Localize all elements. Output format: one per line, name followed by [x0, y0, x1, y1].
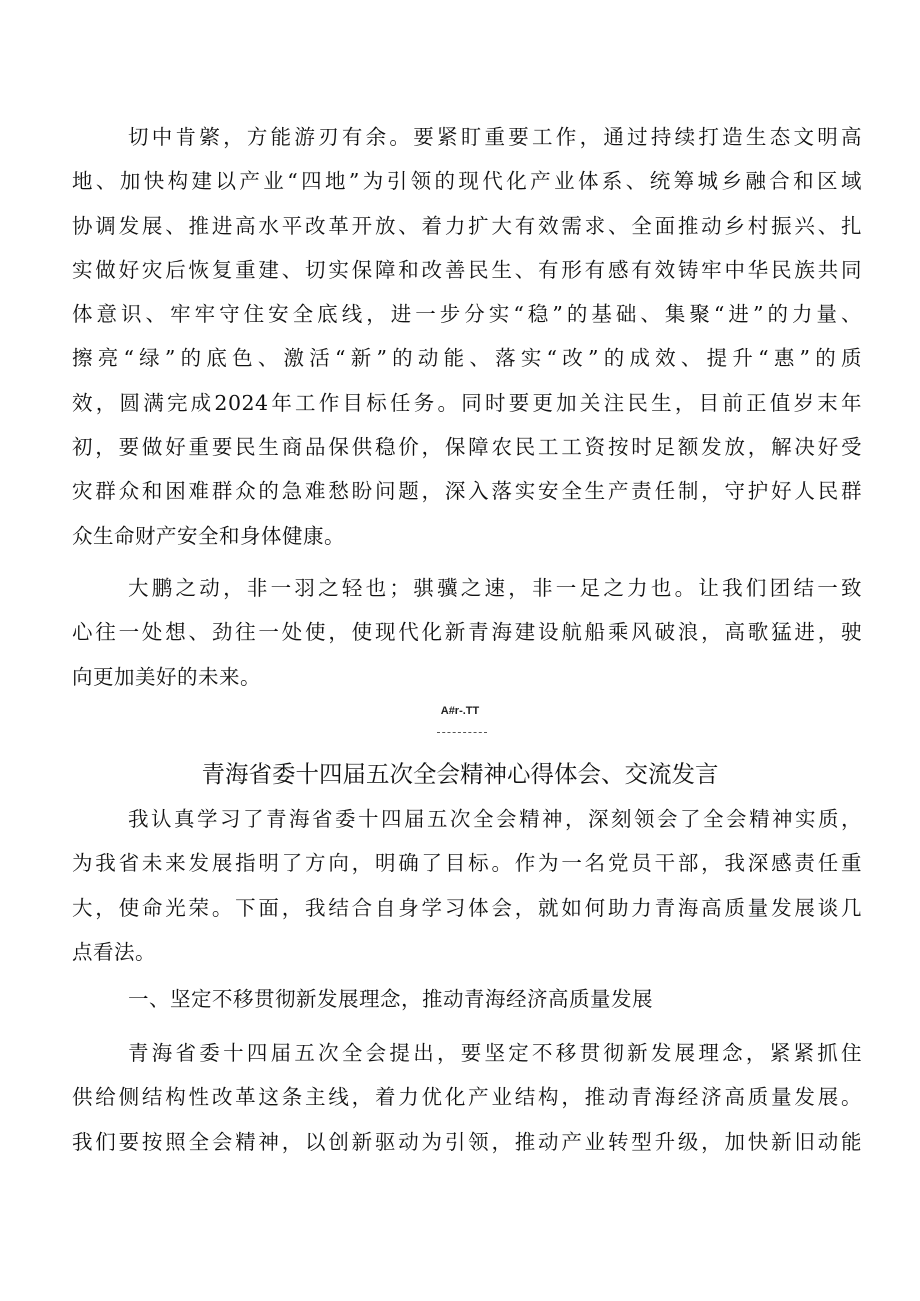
text-line: 心往一处想、劲往一处使，使现代化新青海建设航船乘风破浪，高歌猛进，驶 — [72, 620, 862, 645]
article-title: 青海省委十四届五次全会精神心得体会、交流发言 — [201, 760, 719, 788]
text-line: 为我省未来发展指明了方向，明确了目标。作为一名党员干部，我深感责任重 — [72, 851, 862, 876]
text-line: 向更加美好的未来。 — [72, 664, 261, 689]
text-line: 众生命财产安全和身体健康。 — [72, 523, 345, 548]
paragraph-1 — [72, 115, 862, 558]
text-line: 体意识、牢牢守住安全底线，进一步分实“稳”的基础、集聚“进”的力量、 — [72, 302, 862, 327]
body-paragraph-1 — [72, 1031, 862, 1164]
text-line: 大，使命光荣。下面，我结合自身学习体会，就如何助力青海高质量发展谈几 — [72, 895, 862, 920]
text-line: 点看法。 — [72, 939, 156, 964]
text-line: 地、加快构建以产业“四地”为引领的现代化产业体系、统筹城乡融合和区域 — [72, 169, 862, 194]
text-line: 实做好灾后恢复重建、切实保障和改善民生、有形有感有效铸牢中华民族共同 — [72, 257, 862, 282]
text-line: 初，要做好重要民生商品保供稳价，保障农民工工资按时足额发放，解决好受 — [72, 435, 862, 460]
text-line: 擦亮“绿”的底色、激活“新”的动能、落实“改”的成效、提升“惠”的质 — [72, 346, 862, 371]
text-line: 供给侧结构性改革这条主线，着力优化产业结构，推动青海经济高质量发展。 — [72, 1085, 862, 1110]
text-line: 切中肯綮，方能游刃有余。要紧盯重要工作，通过持续打造生态文明高 — [128, 125, 862, 149]
text-line: 我认真学习了青海省委十四届五次全会精神，深刻领会了全会精神实质， — [128, 807, 862, 831]
text-line: 青海省委十四届五次全会提出，要坚定不移贯彻新发展理念，紧紧抓住 — [128, 1041, 862, 1065]
text-line: 我们要按照全会精神，以创新驱动为引领，推动产业转型升级，加快新旧动能 — [72, 1129, 862, 1154]
intro-paragraph — [72, 797, 862, 974]
divider-rule — [437, 732, 487, 733]
section-heading-1 — [72, 977, 862, 1021]
text-line: 协调发展、推进高水平改革开放、着力扩大有效需求、全面推动乡村振兴、扎 — [72, 213, 862, 238]
text-line: 大鹏之动，非一羽之轻也；骐骥之速，非一足之力也。让我们团结一致 — [128, 576, 862, 600]
text-line: 效，圆满完成2024年工作目标任务。同时要更加关注民生，目前正值岁末年 — [72, 390, 862, 415]
paragraph-2 — [72, 566, 862, 699]
heading-text: 一、坚定不移贯彻新发展理念，推动青海经济高质量发展 — [128, 987, 653, 1011]
divider-mark: A#r-.TT — [440, 705, 480, 717]
text-line: 灾群众和困难群众的急难愁盼问题，深入落实安全生产责任制，守护好人民群 — [72, 479, 862, 504]
